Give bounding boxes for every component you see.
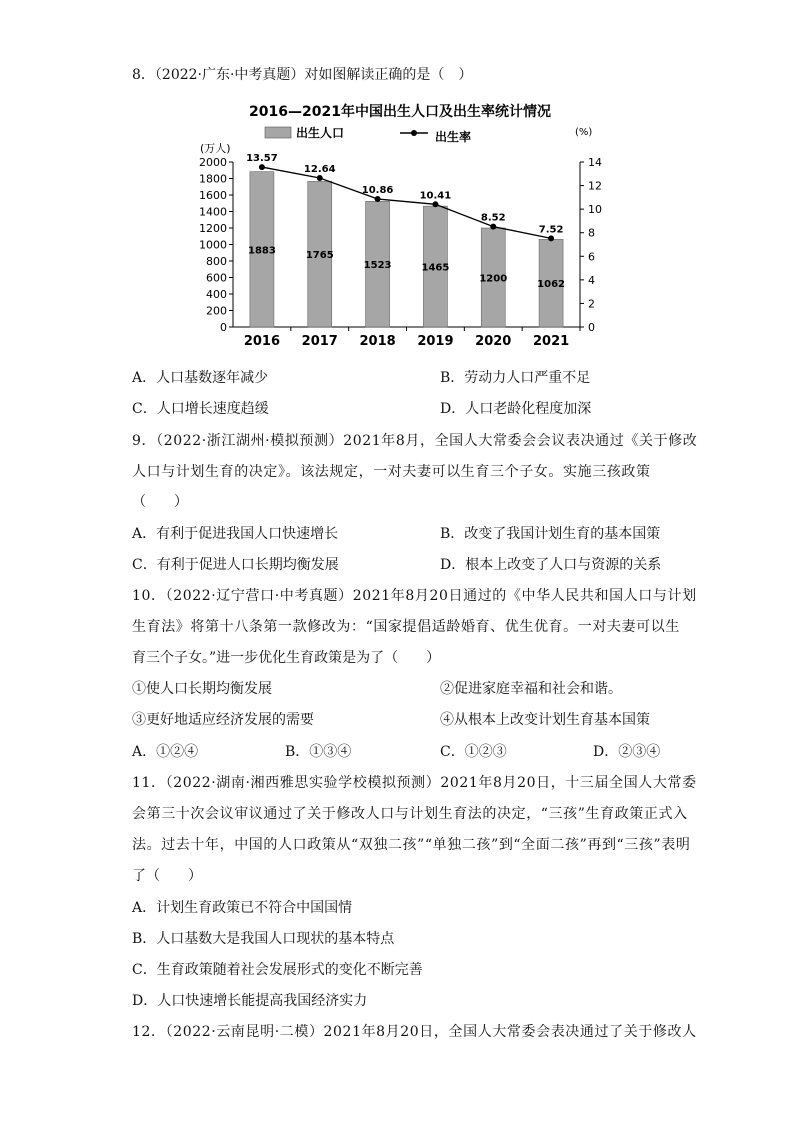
rate-point [548, 235, 554, 241]
q10-option-c[interactable]: C．①②③ [440, 744, 507, 760]
x-tick-label: 2020 [475, 334, 512, 349]
q11-stem-line-2: 会第三十次会议审议通过了关于修改人口与计划生育法的决定，“三孩”生育政策正式入 [132, 806, 688, 822]
q8-option-d[interactable]: D．人口老龄化程度加深 [440, 401, 592, 417]
q9-stem-line-3: （ ） [132, 494, 188, 510]
bar-value-label: 1062 [537, 279, 566, 291]
rate-value-label: 12.64 [303, 164, 336, 176]
chart-title: 2016—2021年中国出生人口及出生率统计情况 [249, 104, 551, 120]
x-tick-label: 2021 [532, 334, 570, 349]
y-left-tick-label: 0 [220, 321, 227, 334]
bar-value-label: 1465 [421, 262, 450, 274]
q9-stem-line-2: 人口与计划生育的决定》。该法规定，一对夫妻可以生育三个子女。实施三孩政策 [132, 464, 651, 480]
q9-option-d[interactable]: D．根本上改变了人口与资源的关系 [440, 557, 662, 573]
q11-option-c[interactable]: C．生育政策随着社会发展形式的变化不断完善 [132, 962, 423, 978]
x-tick-label: 2019 [417, 334, 454, 349]
q8-option-b[interactable]: B．劳动力人口严重不足 [440, 370, 591, 386]
rate-value-label: 8.52 [480, 212, 506, 224]
q9-option-c[interactable]: C．有利于促进人口长期均衡发展 [132, 557, 339, 573]
q9-option-b[interactable]: B．改变了我国计划生育的基本国策 [440, 526, 661, 542]
y-right-tick-label: 10 [588, 203, 602, 217]
q10-option-d[interactable]: D．②③④ [593, 744, 661, 760]
q10-item-1: ①使人口长期均衡发展 [132, 681, 272, 697]
x-tick-label: 2018 [359, 334, 396, 349]
q11-stem-line-1: 11．（2022·湖南·湘西雅思实验学校模拟预测）2021年8月20日，十三届全国人大常委 [132, 775, 697, 791]
q11-stem-line-3: 法。过去十年，中国的人口政策从“双独二孩”“单独二孩”到“全面二孩”再到“三孩”表明 [132, 837, 691, 853]
birth-chart [195, 95, 615, 355]
rate-point [375, 196, 381, 202]
q10-option-b[interactable]: B．①③④ [285, 744, 352, 760]
q10-stem-line-3: 育三个子女。”进一步优化生育政策是为了（ ） [132, 650, 441, 666]
y-right-tick-label: 2 [588, 297, 595, 311]
y-right-tick-label: 12 [588, 179, 602, 193]
y-right-unit: (%) [575, 127, 593, 138]
y-right-tick-label: 0 [588, 321, 595, 334]
y-left-tick-label: 1200 [199, 222, 227, 235]
rate-point [259, 164, 265, 170]
bar-value-label: 1523 [363, 260, 392, 272]
y-left-tick-label: 600 [206, 271, 227, 285]
y-left-tick-label: 2000 [199, 156, 227, 169]
q9-option-a[interactable]: A．有利于促进我国人口快速增长 [132, 526, 339, 542]
q12-stem-line-1: 12．（2022·云南昆明·二模）2021年8月20日，全国人大常委会表决通过了关于修改人 [132, 1024, 697, 1040]
y-left-tick-label: 1600 [199, 189, 227, 202]
y-left-tick-label: 800 [206, 255, 227, 268]
y-right-tick-label: 4 [588, 273, 595, 287]
y-left-unit: (万人) [200, 142, 231, 155]
rate-point [432, 201, 438, 207]
q11-option-a[interactable]: A．计划生育政策已不符合中国国情 [132, 900, 353, 916]
legend-line-marker [411, 130, 417, 136]
chart-bars [248, 172, 565, 327]
y-right-tick-label: 8 [588, 226, 595, 240]
legend-bar-swatch [265, 127, 291, 138]
q8-option-c[interactable]: C．人口增长速度趋缓 [132, 401, 269, 417]
q10-item-3: ③更好地适应经济发展的需要 [132, 712, 314, 728]
q10-item-4: ④从根本上改变计划生育基本国策 [440, 712, 650, 728]
legend-bar-label: 出生人口 [296, 126, 345, 140]
q8-option-a[interactable]: A．人口基数逐年减少 [132, 370, 269, 386]
q10-item-2: ②促进家庭幸福和社会和谐。 [440, 681, 622, 697]
q9-stem-line-1: 9．（2022·浙江湖州·模拟预测）2021年8月，全国人大常委会会议表决通过《关于修改 [132, 433, 698, 449]
q10-option-a[interactable]: A．①②④ [132, 744, 199, 760]
legend-line-label: 出生率 [435, 130, 472, 144]
rate-line [262, 167, 551, 238]
y-left-tick-label: 400 [206, 288, 227, 301]
rate-value-label: 10.41 [419, 190, 452, 202]
rate-point [317, 175, 323, 181]
q11-option-d[interactable]: D．人口快速增长能提高我国经济实力 [132, 993, 368, 1009]
bar-value-label: 1883 [247, 245, 276, 257]
q10-stem-line-1: 10．（2022·辽宁营口·中考真题）2021年8月20日通过的《中华人民共和国人口与计划 [132, 588, 697, 604]
y-left-tick-label: 200 [206, 304, 227, 318]
rate-value-label: 10.86 [361, 185, 394, 197]
rate-value-label: 7.52 [538, 224, 564, 236]
y-right-tick-label: 14 [588, 156, 602, 169]
q10-stem-line-2: 生育法》将第十八条第一款修改为：“国家提倡适龄婚育、优生优育。一对夫妻可以生 [132, 619, 680, 635]
chart-line [246, 153, 563, 241]
y-left-tick-label: 1800 [199, 172, 227, 186]
bar-value-label: 1765 [305, 250, 334, 262]
q11-stem-line-4: 了（ ） [132, 868, 202, 884]
rate-value-label: 13.57 [246, 153, 278, 165]
rate-point [490, 224, 496, 230]
y-left-tick-label: 1400 [199, 205, 227, 219]
y-left-tick-label: 1000 [199, 238, 227, 252]
q8-stem: 8．（2022·广东·中考真题）对如图解读正确的是（ ） [132, 67, 473, 83]
bar-value-label: 1200 [479, 273, 508, 285]
y-right-tick-label: 6 [588, 250, 595, 264]
x-tick-label: 2017 [301, 334, 338, 349]
q11-option-b[interactable]: B．人口基数大是我国人口现状的基本特点 [132, 931, 395, 947]
x-tick-label: 2016 [243, 334, 281, 349]
